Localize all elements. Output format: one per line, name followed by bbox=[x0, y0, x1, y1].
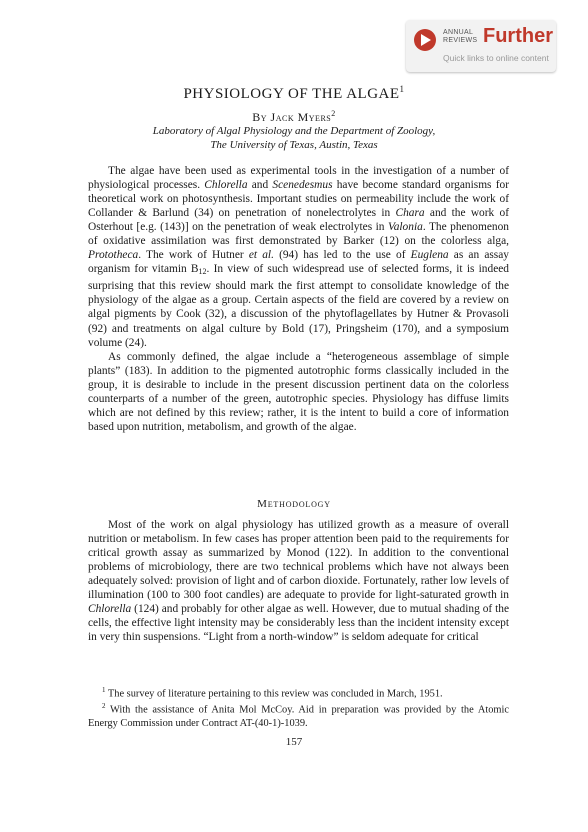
paragraph-1: The algae have been used as experimental tools in the investigation of a number of physiological processes. Chlorella and Scenedesmus have become standard organisms for theoretical work on photosynthesis. Important studies on permeability include the work of Collander & Barlund (34) on penetration of nonelectrolytes in Chara and the work of Osterhout [e.g. (143)] on the penetration of weak electrolytes in Valonia. The phenomenon of oxidative assimilation was first demonstrated by Barker (12) on the colorless alga, Prototheca. The work of Hutner et al. (94) has led to the use of Euglena as an assay organism for vitamin $B_{12}$. In view of such widespread use of selected forms, it is indeed surprising that this review should mark the first attempt to consolidate knowledge of the physiology of the algae as a group. Certain aspects of the field are covered by a review on algal pigments by Cook (32), a discussion of the phytoflagellates by Hutner & Provasoli (92) and treatments on algal culture by Bold (17), Pringsheim (170), and a symposium volume (24). bbox=[88, 165, 510, 349]
affiliation-line-1: Laboratory of Algal Physiology and the Department of Zoology, bbox=[152, 125, 436, 137]
article-title bbox=[0, 84, 588, 103]
badge-brand bbox=[443, 29, 477, 45]
title-footnote-marker: 1 bbox=[399, 84, 405, 94]
footnote-1-text: The survey of literature pertaining to this review was concluded in March, 1951. bbox=[107, 688, 443, 700]
affiliation-line-2: The University of Texas, Austin, Texas bbox=[210, 139, 378, 151]
further-badge[interactable] bbox=[406, 20, 556, 72]
footnote-2-text: With the assistance of Anita Mol McCoy. Aid in preparation was provided by the Atomic Energy Commission under Contract AT-(40-1)-1039. bbox=[88, 704, 509, 729]
author-footnote-marker: 2 bbox=[331, 109, 336, 118]
section-heading-methodology: Methodology bbox=[257, 498, 331, 510]
badge-line1: ANNUAL bbox=[443, 29, 474, 36]
badge-line2: REVIEWS bbox=[443, 37, 478, 44]
footnote-1: $^1$ The survey of literature pertaining to this review was concluded in March, 1951. bbox=[102, 686, 443, 700]
page-number: 157 bbox=[285, 736, 303, 748]
author-text: By Jack Myers bbox=[252, 110, 332, 124]
title-text: PHYSIOLOGY OF THE ALGAE bbox=[183, 86, 400, 102]
affiliation bbox=[0, 124, 588, 152]
badge-subtitle: Quick links to online content bbox=[443, 53, 549, 63]
paragraph-3: Most of the work on algal physiology has utilized growth as a measure of overall nutrition or metabolism. In few cases has proper attention been paid to the requirements for critical growth assay as summarized by Monod (122). In addition to the conventional problems of microbiology, there are two technical problems which have not always been adequately solved: provision of light and of carbon dioxide. Fortunately, rather low levels of illumination (100 to 300 foot candles) are adequate to provide for light-saturated growth in Chlorella (124) and probably for other algae as well. However, due to mutual shading of the cells, the effective light intensity may be considerably less than the incident intensity except in very thin suspensions. “Light from a north-window” is seldom adequate for critical bbox=[88, 519, 509, 644]
introduction bbox=[88, 164, 509, 434]
badge-further-label: Further bbox=[483, 25, 553, 47]
methodology-section bbox=[88, 518, 509, 644]
footnotes bbox=[88, 684, 509, 730]
paragraph-2: As commonly defined, the algae include a “heterogeneous assemblage of simple plants” (183). In addition to the pigmented autotrophic forms classically included in the group, it is desirable to include in the present discussion pertinent data on the colorless counterparts of a number of the green, autotrophic species. Physiology has diffuse limits which are not defined by this review; rather, it is the intent to build a core of information based upon nutrition, metabolism, and growth of the algae. bbox=[88, 350, 509, 433]
author-line bbox=[0, 109, 588, 125]
footnote-2: $^2$ With the assistance of Anita Mol McCoy. Aid in preparation was provided by the Atomic Energy Commission under Contract AT-(40-1)-1039. bbox=[88, 702, 509, 729]
annual-reviews-logo-icon bbox=[414, 29, 436, 51]
